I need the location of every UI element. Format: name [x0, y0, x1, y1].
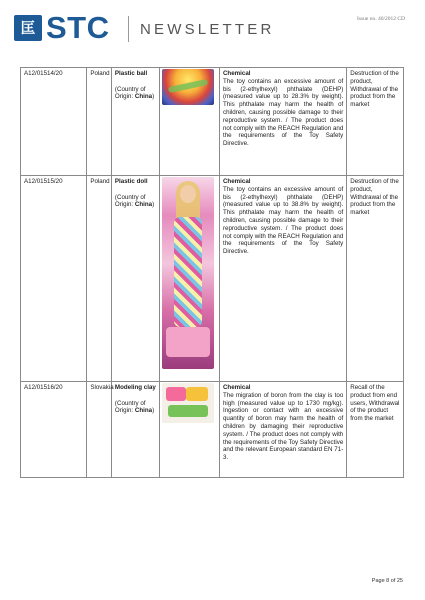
- newsletter-header: [0, 0, 425, 58]
- alert-photo-cell: [160, 382, 220, 478]
- risk-description: The toy contains an excessive amount of bis (2-ethylhexyl) phthalate (DEHP) (measured value up to 28.3% by weight). This phthalate may harm the health of children, causing possible damage to their reproductive system. / The product does not comply with the REACH Regulation and the requirements of the Toy Safety Directive.: [222, 77, 344, 148]
- risk-type: Chemical: [222, 384, 251, 391]
- alert-risk: [219, 68, 346, 176]
- newsletter-title: NEWSLETTER: [140, 21, 275, 38]
- risk-description: The migration of boron from the clay is too high (measured value up to 1730 mg/kg). Ingestion or contact with an excessive quantity of boron may harm the health of children by damaging their reproductive system. / The product does not comply with the requirements of the Toy Safety Directive and the relevant European standard EN 71-3.: [222, 391, 344, 462]
- risk-type: Chemical: [222, 178, 251, 185]
- alert-risk: [219, 382, 346, 478]
- alert-product: [111, 68, 159, 176]
- stc-logo-icon: [14, 15, 42, 41]
- alert-ref: A12/01514/20: [21, 68, 87, 176]
- product-name: Plastic doll: [114, 178, 148, 185]
- table-row: [21, 382, 404, 478]
- alert-ref: A12/01516/20: [21, 382, 87, 478]
- page-number: Page 8 of 25: [371, 578, 403, 584]
- alert-photo-cell: [160, 68, 220, 176]
- logo-glyph: 匡: [20, 19, 36, 37]
- alert-product: [111, 382, 159, 478]
- modeling-clay-photo: [162, 383, 214, 423]
- alert-product: [111, 176, 159, 382]
- alert-country: Slovakia: [87, 382, 112, 478]
- alert-photo-cell: [160, 176, 220, 382]
- table-row: [21, 68, 404, 176]
- risk-description: The toy contains an excessive amount of bis (2-ethylhexyl) phthalate (DEHP) (measured value up to 38.8% by weight). This phthalate may harm the health of children, causing possible damage to their reproductive system. / The product does not comply with the REACH Regulation and the requirements of the Toy Safety Directive.: [222, 185, 344, 256]
- alert-ref: A12/01515/20: [21, 176, 87, 382]
- alerts-table: [20, 67, 404, 478]
- brand-name: STC: [46, 10, 110, 45]
- plastic-ball-photo: [162, 69, 214, 105]
- alert-risk: [219, 176, 346, 382]
- alert-measures: Recall of the product from end users, Withdrawal of the product from the market: [347, 382, 404, 478]
- country-of-origin: (Country of Origin: China): [114, 399, 155, 415]
- alert-measures: Destruction of the product, Withdrawal of the product from the market: [347, 68, 404, 176]
- alert-country: Poland: [87, 176, 112, 382]
- risk-type: Chemical: [222, 70, 251, 77]
- product-name: Modeling clay: [114, 384, 156, 391]
- header-divider: [128, 16, 129, 42]
- product-name: Plastic ball: [114, 70, 148, 77]
- plastic-doll-photo: [162, 177, 214, 369]
- issue-reference: Issue no. 40/2012 CD: [357, 16, 405, 22]
- table-row: [21, 176, 404, 382]
- alert-measures: Destruction of the product, Withdrawal of the product from the market: [347, 176, 404, 382]
- alert-country: Poland: [87, 68, 112, 176]
- country-of-origin: (Country of Origin: China): [114, 85, 155, 101]
- country-of-origin: (Country of Origin: China): [114, 193, 155, 209]
